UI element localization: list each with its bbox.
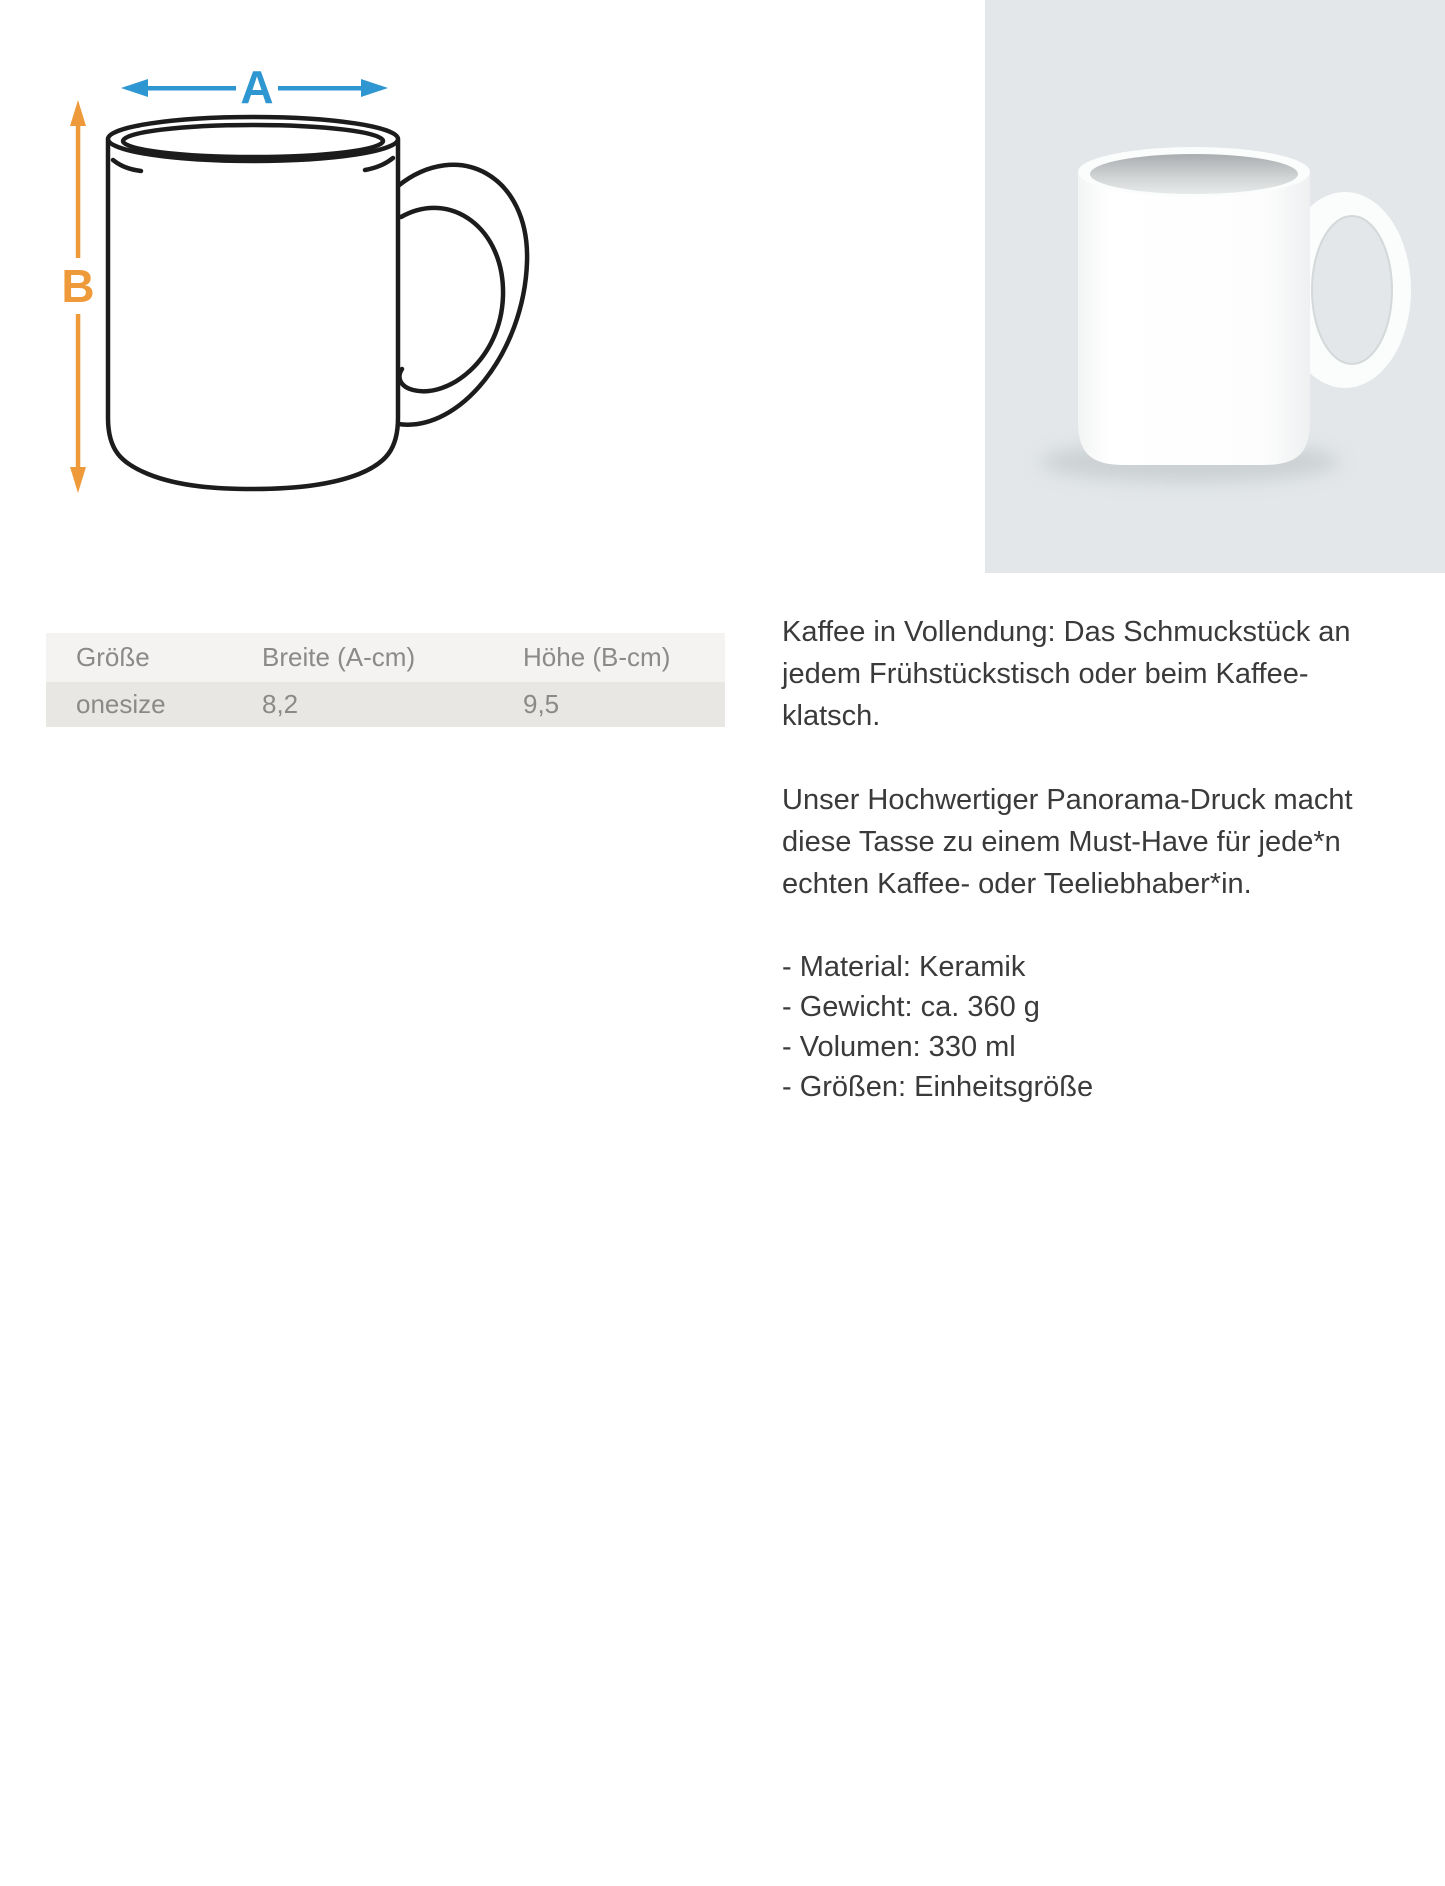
size-table-header-size: Größe bbox=[76, 642, 150, 672]
size-table-row bbox=[46, 682, 725, 727]
mug-handle-inner-outline bbox=[399, 208, 503, 391]
size-table-header-width: Breite (A-cm) bbox=[262, 642, 416, 672]
description-paragraph-1: Kaffee in Vollendung: Das Schmuckstück an jedem Frühstückstisch oder beim Kaffee- klatsch. bbox=[782, 616, 1351, 732]
spec-item-sizes: - Größen: Einheitsgröße bbox=[782, 1071, 1094, 1103]
product-photo bbox=[985, 0, 1445, 573]
size-table-header-row bbox=[46, 633, 725, 682]
spec-item-volume: - Volumen: 330 ml bbox=[782, 1031, 1016, 1063]
product-description bbox=[782, 611, 1382, 1107]
height-arrow-icon bbox=[61, 100, 94, 493]
size-table bbox=[46, 633, 725, 727]
mug-photo-body bbox=[1078, 172, 1310, 465]
size-table-header-height: Höhe (B-cm) bbox=[523, 642, 671, 672]
description-paragraph-2: Unser Hochwertiger Panorama-Druck macht diese Tasse zu einem Must-Have für jede*n echten Kaffee- oder Teeliebhaber*in. bbox=[782, 784, 1353, 900]
spec-item-weight: - Gewicht: ca. 360 g bbox=[782, 991, 1040, 1023]
size-table-cell-size: onesize bbox=[76, 689, 166, 719]
width-arrow-label: A bbox=[240, 61, 274, 113]
spec-item-material: - Material: Keramik bbox=[782, 951, 1026, 983]
height-arrow-label: B bbox=[61, 260, 95, 312]
mug-size-diagram bbox=[0, 0, 540, 520]
mug-handle-outer-outline bbox=[398, 165, 527, 425]
spec-list bbox=[782, 947, 1382, 1107]
mug-body-outline bbox=[108, 140, 398, 489]
size-table-cell-height: 9,5 bbox=[523, 689, 560, 719]
photo-mug-image bbox=[985, 0, 1445, 573]
mug-photo-interior bbox=[1090, 154, 1298, 194]
width-arrow-icon bbox=[121, 61, 388, 113]
size-table-cell-width: 8,2 bbox=[262, 689, 299, 719]
mug-line-drawing bbox=[108, 117, 527, 489]
